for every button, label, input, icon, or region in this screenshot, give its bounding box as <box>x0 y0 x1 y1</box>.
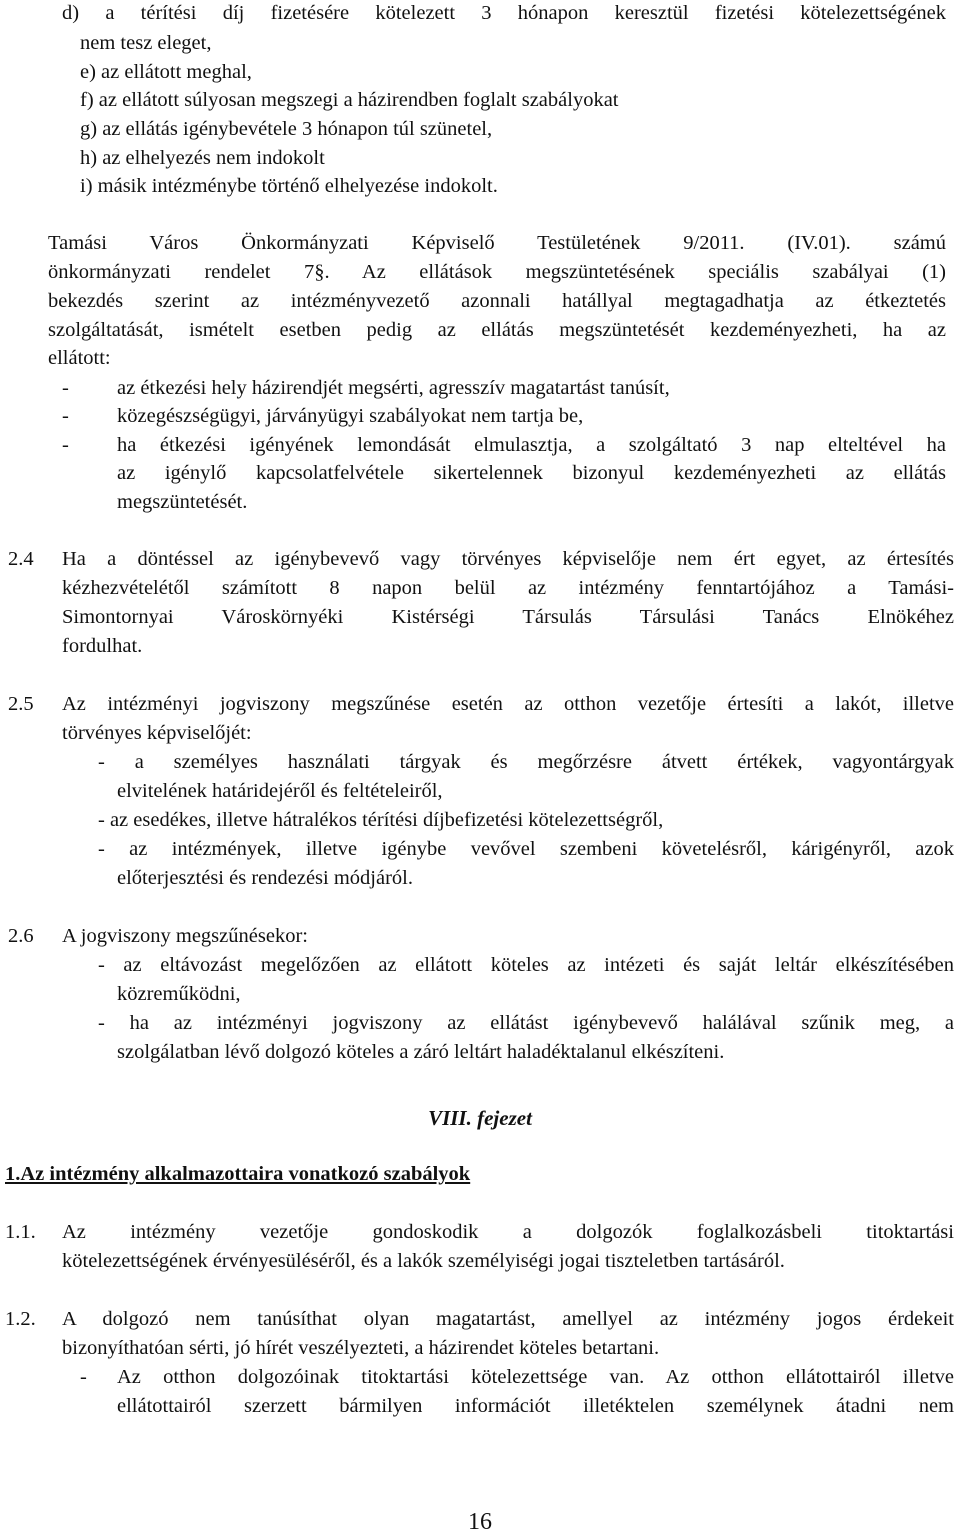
sec-2-4-line: Ha a döntéssel az igénybevevő vagy törvényes képviselője nem ért egyet, az értesítés <box>62 548 954 570</box>
bullet-dash: - <box>62 434 69 456</box>
regulation-bullet: az étkezési hely házirendjét megsérti, agresszív magatartást tanúsít, <box>117 377 670 399</box>
list-item-i: i) másik intézménybe történő elhelyezése indokolt. <box>80 175 498 197</box>
regulation-bullet: megszüntetését. <box>117 491 248 513</box>
bullet-dash: - <box>62 405 69 427</box>
page-number: 16 <box>468 1509 492 1535</box>
section-title: 1.Az intézmény alkalmazottaira vonatkozó szabályok <box>5 1163 471 1185</box>
chapter-heading: VIII. fejezet <box>428 1106 532 1130</box>
regulation-para-line: önkormányzati rendelet 7§. Az ellátások megszüntetésének speciális szabályai (1) <box>48 261 946 283</box>
section-number: 2.5 <box>8 693 34 715</box>
list-item-e: e) az ellátott meghal, <box>80 61 252 83</box>
sec-2-4-line: fordulhat. <box>62 635 143 657</box>
regulation-para-line: bekezdés szerint az intézményvezető azonnali hatállyal megtagadhatja az étkeztetés <box>48 290 946 312</box>
sec-2-5-line: törvényes képviselőjét: <box>62 722 252 744</box>
list-item-h: h) az elhelyezés nem indokolt <box>80 147 325 169</box>
list-item-d-cont: nem tesz eleget, <box>80 32 212 54</box>
sec-1-1-line: Az intézmény vezetője gondoskodik a dolgozók foglalkozásbeli titoktartási <box>62 1221 954 1243</box>
sec-1-2-line: bizonyíthatóan sérti, jó hírét veszélyezteti, a házirendet köteles betartani. <box>62 1337 660 1359</box>
section-number: 1.2. <box>5 1308 36 1330</box>
sec-1-2-bullet: ellátottairól szerzett bármilyen információt illetéktelen személynek átadni nem <box>117 1395 954 1417</box>
sec-2-5-line: előterjesztési és rendezési módjáról. <box>117 867 413 889</box>
regulation-bullet: közegészségügyi, járványügyi szabályokat nem tartja be, <box>117 405 584 427</box>
sec-2-4-line: Simontornyai Városkörnyéki Kistérségi Társulás Társulási Tanács Elnökéhez <box>62 606 954 628</box>
sec-2-6-line: A jogviszony megszűnésekor: <box>62 925 308 947</box>
regulation-para-line: ellátott: <box>48 347 111 369</box>
list-item-d: d) a térítési díj fizetésére kötelezett 3 hónapon keresztül fizetési kötelezettségének <box>62 2 946 24</box>
sec-2-6-line: - az eltávozást megelőzően az ellátott köteles az intézeti és saját leltár elkészítésében <box>98 954 954 976</box>
sec-2-5-line: - az intézmények, illetve igénybe vevővel szembeni követelésről, kárigényről, azok <box>98 838 954 860</box>
regulation-para-line: szolgáltatását, ismételt esetben pedig az ellátás megszüntetését kezdeményezheti, ha az <box>48 319 946 341</box>
sec-1-2-line: A dolgozó nem tanúsíthat olyan magatartást, amellyel az intézmény jogos érdekeit <box>62 1308 954 1330</box>
regulation-bullet: az igénylő kapcsolatfelvétele sikertelennek bizonyul kezdeményezheti az ellátás <box>117 462 946 484</box>
sec-1-2-bullet: Az otthon dolgozóinak titoktartási kötelezettsége van. Az otthon ellátottairól illetve <box>117 1366 954 1388</box>
sec-2-4-line: kézhezvételétől számított 8 napon belül az intézmény fenntartójához a Tamási- <box>62 577 954 599</box>
sec-2-6-line: szolgálatban lévő dolgozó köteles a záró leltárt haladéktalanul elkészíteni. <box>117 1041 725 1063</box>
sec-2-5-line: - a személyes használati tárgyak és megőrzésre átvett értékek, vagyontárgyak <box>98 751 954 773</box>
section-number: 2.6 <box>8 925 34 947</box>
sec-1-1-line: kötelezettségének érvényesüléséről, és a lakók személyiségi jogai tiszteletben tartásáról. <box>62 1250 785 1272</box>
bullet-dash: - <box>62 377 69 399</box>
section-number: 1.1. <box>5 1221 36 1243</box>
regulation-para-line: Tamási Város Önkormányzati Képviselő Testületének 9/2011. (IV.01). számú <box>48 232 946 254</box>
sec-2-6-line: közreműködni, <box>117 983 241 1005</box>
sec-2-5-line: Az intézményi jogviszony megszűnése esetén az otthon vezetője értesíti a lakót, illetve <box>62 693 954 715</box>
sec-2-6-line: - ha az intézményi jogviszony az ellátást igénybevevő halálával szűnik meg, a <box>98 1012 954 1034</box>
section-number: 2.4 <box>8 548 34 570</box>
bullet-dash: - <box>80 1366 87 1388</box>
list-item-g: g) az ellátás igénybevétele 3 hónapon túl szünetel, <box>80 118 493 140</box>
sec-2-5-line: - az esedékes, illetve hátralékos térítési díjbefizetési kötelezettségről, <box>98 809 664 831</box>
regulation-bullet: ha étkezési igényének lemondását elmulasztja, a szolgáltató 3 nap elteltével ha <box>117 434 946 456</box>
list-item-f: f) az ellátott súlyosan megszegi a házirendben foglalt szabályokat <box>80 89 619 111</box>
sec-2-5-line: elvitelének határidejéről és feltételeiről, <box>117 780 443 802</box>
